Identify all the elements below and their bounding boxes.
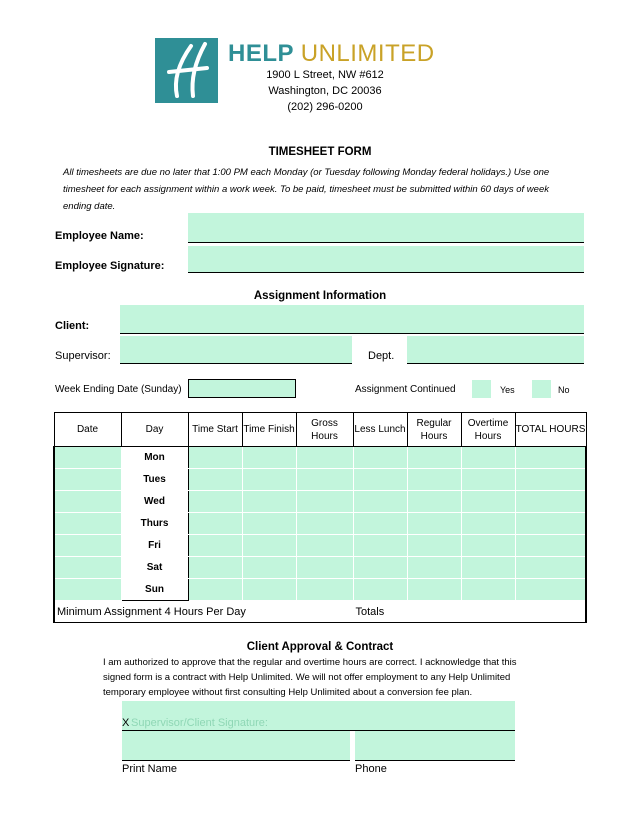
time-start-cell[interactable] xyxy=(188,535,242,557)
min-assignment-field[interactable] xyxy=(242,601,353,623)
print-name-field[interactable] xyxy=(122,731,350,761)
table-row xyxy=(54,535,586,557)
header-regular-hours: Regular Hours xyxy=(407,413,461,447)
total-hours-cell[interactable] xyxy=(515,447,586,469)
overtime-hours-cell[interactable] xyxy=(461,535,515,557)
regular-hours-cell[interactable] xyxy=(407,469,461,491)
less-lunch-cell[interactable] xyxy=(353,557,407,579)
totals-overtime-cell[interactable] xyxy=(461,601,515,623)
header-gross-hours: Gross Hours xyxy=(296,413,353,447)
brand-name xyxy=(228,40,435,68)
time-finish-cell[interactable] xyxy=(242,557,296,579)
table-row xyxy=(54,447,586,469)
total-hours-cell[interactable] xyxy=(515,535,586,557)
less-lunch-cell[interactable] xyxy=(353,579,407,601)
gross-hours-cell[interactable] xyxy=(296,447,353,469)
phone-field[interactable] xyxy=(355,731,515,761)
date-cell[interactable] xyxy=(54,447,121,469)
day-cell: Wed xyxy=(121,491,188,513)
approval-heading: Client Approval & Contract xyxy=(246,641,394,653)
time-start-cell[interactable] xyxy=(188,513,242,535)
less-lunch-cell[interactable] xyxy=(353,513,407,535)
time-finish-cell[interactable] xyxy=(242,513,296,535)
header-date: Date xyxy=(54,413,121,447)
overtime-hours-cell[interactable] xyxy=(461,447,515,469)
date-cell[interactable] xyxy=(54,557,121,579)
header-total-hours: TOTAL HOURS xyxy=(515,413,586,447)
assignment-continued-label: Assignment Continued xyxy=(355,384,456,395)
continued-yes-checkbox[interactable] xyxy=(472,380,491,398)
less-lunch-cell[interactable] xyxy=(353,535,407,557)
time-finish-cell[interactable] xyxy=(242,491,296,513)
header-time-start: Time Start xyxy=(188,413,242,447)
total-hours-cell[interactable] xyxy=(515,513,586,535)
overtime-hours-cell[interactable] xyxy=(461,579,515,601)
form-title: TIMESHEET FORM xyxy=(268,146,372,158)
address-line2: Washington, DC 20036 xyxy=(268,85,382,97)
gross-hours-cell[interactable] xyxy=(296,513,353,535)
regular-hours-cell[interactable] xyxy=(407,535,461,557)
week-ending-field[interactable] xyxy=(188,379,296,398)
time-start-cell[interactable] xyxy=(188,579,242,601)
regular-hours-cell[interactable] xyxy=(407,579,461,601)
gross-hours-cell[interactable] xyxy=(296,469,353,491)
totals-total-cell[interactable] xyxy=(515,601,586,623)
client-field[interactable] xyxy=(120,305,584,334)
table-row xyxy=(54,557,586,579)
employee-name-label: Employee Name: xyxy=(55,230,144,242)
regular-hours-cell[interactable] xyxy=(407,557,461,579)
table-header-row xyxy=(54,413,586,447)
day-cell: Sat xyxy=(121,557,188,579)
logo-h-icon xyxy=(155,38,218,103)
day-cell: Mon xyxy=(121,447,188,469)
header-less-lunch: Less Lunch xyxy=(353,413,407,447)
less-lunch-cell[interactable] xyxy=(353,447,407,469)
signature-placeholder: Supervisor/Client Signature: xyxy=(131,717,268,729)
date-cell[interactable] xyxy=(54,579,121,601)
time-finish-cell[interactable] xyxy=(242,469,296,491)
time-finish-cell[interactable] xyxy=(242,579,296,601)
regular-hours-cell[interactable] xyxy=(407,447,461,469)
hours-table xyxy=(53,412,587,623)
week-ending-label: Week Ending Date (Sunday) xyxy=(55,384,182,395)
total-hours-cell[interactable] xyxy=(515,469,586,491)
totals-regular-cell[interactable] xyxy=(407,601,461,623)
phone-label: Phone xyxy=(355,763,387,775)
assignment-heading: Assignment Information xyxy=(253,290,387,302)
header-overtime-hours: Overtime Hours xyxy=(461,413,515,447)
gross-hours-cell[interactable] xyxy=(296,579,353,601)
gross-hours-cell[interactable] xyxy=(296,557,353,579)
day-cell: Fri xyxy=(121,535,188,557)
gross-hours-cell[interactable] xyxy=(296,491,353,513)
total-hours-cell[interactable] xyxy=(515,579,586,601)
overtime-hours-cell[interactable] xyxy=(461,513,515,535)
date-cell[interactable] xyxy=(54,491,121,513)
no-label: No xyxy=(558,385,570,395)
header-day: Day xyxy=(121,413,188,447)
gross-hours-cell[interactable] xyxy=(296,535,353,557)
brand-unlimited: UNLIMITED xyxy=(300,40,435,67)
time-start-cell[interactable] xyxy=(188,557,242,579)
supervisor-field[interactable] xyxy=(120,336,352,364)
table-row xyxy=(54,469,586,491)
employee-name-field[interactable] xyxy=(188,213,584,243)
totals-label: Totals xyxy=(353,601,407,623)
print-name-label: Print Name xyxy=(122,763,178,775)
less-lunch-cell[interactable] xyxy=(353,469,407,491)
client-label: Client: xyxy=(55,320,90,332)
time-finish-cell[interactable] xyxy=(242,535,296,557)
total-hours-cell[interactable] xyxy=(515,491,586,513)
total-hours-cell[interactable] xyxy=(515,557,586,579)
overtime-hours-cell[interactable] xyxy=(461,491,515,513)
table-row xyxy=(54,579,586,601)
less-lunch-cell[interactable] xyxy=(353,491,407,513)
time-start-cell[interactable] xyxy=(188,491,242,513)
signature-x-mark: X xyxy=(122,717,130,729)
day-cell: Tues xyxy=(121,469,188,491)
dept-label: Dept. xyxy=(368,350,395,362)
regular-hours-cell[interactable] xyxy=(407,513,461,535)
approval-text: I am authorized to approve that the regular and overtime hours are correct. I acknowledge that this signed form is a contract with Help Unlimited. We will not offer employment to any Help Unlimited temporary employee without first consulting Help Unlimited about a conversion fee plan. xyxy=(103,657,517,698)
date-cell[interactable] xyxy=(54,513,121,535)
time-finish-cell[interactable] xyxy=(242,447,296,469)
brand-help: HELP xyxy=(228,40,294,67)
min-assignment-note: Minimum Assignment 4 Hours Per Day xyxy=(54,601,242,623)
table-footer-row xyxy=(54,601,586,623)
dept-field[interactable] xyxy=(407,336,584,364)
intro-text: All timesheets are due no later that 1:00 PM each Monday (or Tuesday following Monday federal holidays.) Use one timesheet for each assignment within a work week. To be paid, timesheet must be submitted within 60 days of week ending date. xyxy=(63,167,550,212)
day-cell: Sun xyxy=(121,579,188,601)
supervisor-label: Supervisor: xyxy=(55,350,111,362)
employee-signature-label: Employee Signature: xyxy=(55,260,165,272)
date-cell[interactable] xyxy=(54,469,121,491)
regular-hours-cell[interactable] xyxy=(407,491,461,513)
continued-no-checkbox[interactable] xyxy=(532,380,551,398)
yes-label: Yes xyxy=(500,385,515,395)
table-row xyxy=(54,513,586,535)
address-phone: (202) 296-0200 xyxy=(287,101,363,113)
overtime-hours-cell[interactable] xyxy=(461,469,515,491)
header-time-finish: Time Finish xyxy=(242,413,296,447)
time-start-cell[interactable] xyxy=(188,469,242,491)
time-start-cell[interactable] xyxy=(188,447,242,469)
employee-signature-field[interactable] xyxy=(188,246,584,273)
address-line1: 1900 L Street, NW #612 xyxy=(266,69,384,81)
day-cell: Thurs xyxy=(121,513,188,535)
overtime-hours-cell[interactable] xyxy=(461,557,515,579)
table-row xyxy=(54,491,586,513)
date-cell[interactable] xyxy=(54,535,121,557)
